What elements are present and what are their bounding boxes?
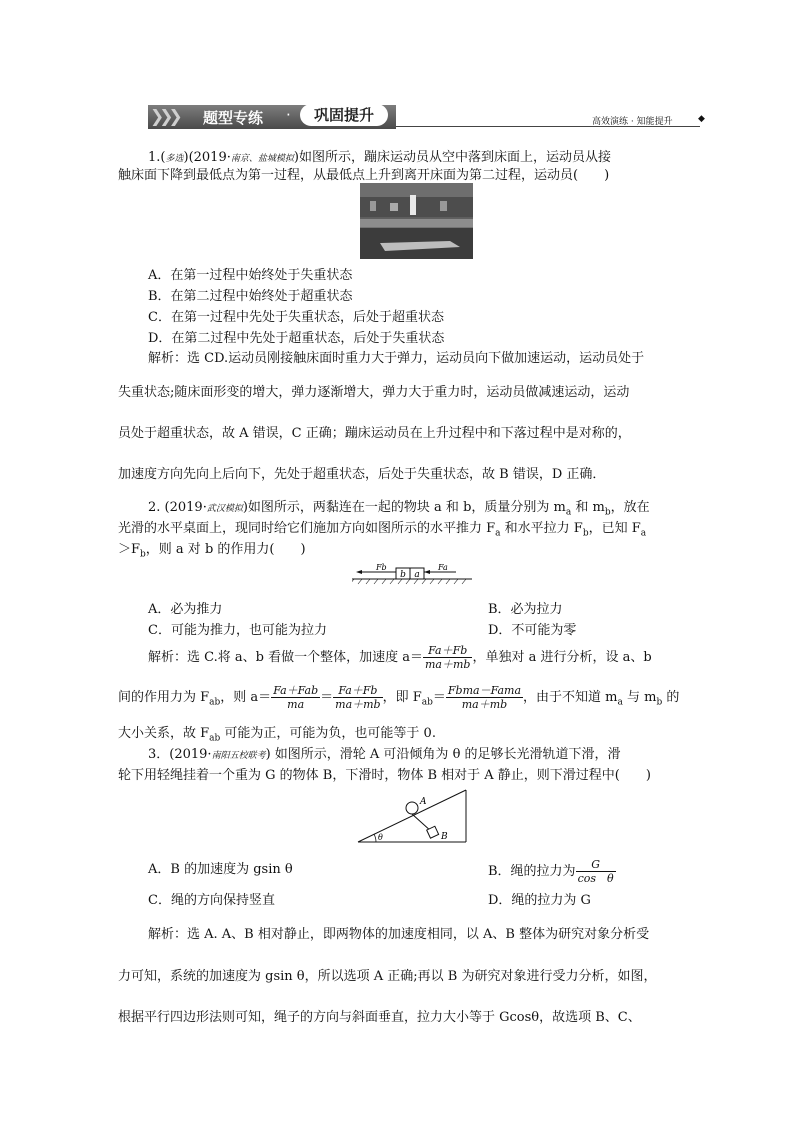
q3-line1: 3．(2019·南阳五校联考) 如图所示，滑轮 A 可沿倾角为 θ 的足够长光滑轨道下滑，滑: [148, 747, 621, 762]
fraction-2: $\frac{Fa+Fb}{ma+mb}$: [335, 684, 381, 711]
diamond-icon: ◆: [698, 114, 705, 124]
trampoline-photo: [360, 183, 473, 259]
section-banner: [148, 105, 396, 129]
blocks-diagram: [352, 562, 472, 586]
q2-solution-3: 大小关系，故 $F_{ab}$ 可能为正，可能为负，也可能等于 0.: [118, 726, 436, 744]
q2-option-c: C．可能为推力，也可能为拉力: [148, 623, 327, 638]
block-b-incline-label: B: [441, 832, 448, 842]
q3-option-b: B．绳的拉力为 $\frac{G}{\text{cos θ}}$: [488, 858, 614, 885]
fraction-3: $\frac{\text{Fbma－Fama}}{ma+mb}$: [447, 684, 522, 711]
force-fb-label: Fb: [376, 563, 387, 572]
q1-option-b: B．在第二过程中始终处于超重状态: [148, 289, 353, 304]
angle-theta-label: θ: [378, 833, 383, 842]
q2-option-b: B．必为拉力: [488, 602, 563, 617]
q3-option-d: D．绳的拉力为 G: [488, 893, 591, 908]
block-b-label: b: [400, 570, 406, 580]
trampoline-photo-art: [360, 183, 473, 259]
q3-option-a: A．B 的加速度为 gsin θ: [148, 862, 293, 877]
q2-line2: 光滑的水平桌面上，现同时给它们施加方向如图所示的水平推力 $F_a$ 和水平拉力 $F_b$，已知 $F_a$: [118, 521, 647, 539]
header-right-text: 高效演练 · 知能提升: [592, 117, 673, 127]
q2-solution-2: 间的作用力为 $F_{ab}$，则 a＝ $\frac{\text{Fa＋Fab}}{ma}$ ＝ $\frac{Fa+Fb}{ma+mb}$ ，即 $F_{ab}=$ $\frac{\text{Fbma－Fama}}{ma+mb}$ ，由于不知道 $m_a$ 与 $m_b$ 的: [118, 684, 680, 711]
incline-diagram: [356, 784, 468, 844]
pulley-a-label: A: [420, 797, 427, 807]
q3-solution-2: 力可知，系统的加速度为 gsin θ，所以选项 A 正确;再以 B 为研究对象进行受力分析，如图，: [118, 969, 657, 984]
chevron-icon: ❯❯❯: [150, 107, 178, 127]
block-b-incline: [427, 826, 439, 838]
q2-option-a: A．必为推力: [148, 602, 223, 617]
accel-fraction: $\frac{Fa+Fb}{ma+mb}$: [424, 644, 471, 671]
q1-option-a: A．在第一过程中始终处于失重状态: [148, 268, 353, 283]
q3-solution-1: 解析：选 A. A、B 相对静止，即两物体的加速度相同，以 A、B 整体为研究对象分析受: [148, 927, 650, 942]
pulley-a: [406, 802, 418, 814]
q2-option-d: D．不可能为零: [488, 623, 577, 638]
q2-line3: $>F_b$，则 a 对 b 的作用力( ): [118, 542, 306, 560]
q2-line1: 2. (2019·武汉模拟)如图所示，两黏连在一起的物块 a 和 b，质量分别为 $m_a$ 和 $m_b$，放在: [148, 500, 650, 518]
q3-option-c: C．绳的方向保持竖直: [148, 893, 275, 908]
tension-fraction: $\frac{G}{\text{cos θ}}$: [577, 858, 614, 885]
banner-dot: ·: [286, 106, 291, 124]
q1-solution-1: 解析：选 CD.运动员刚接触床面时重力大于弹力，运动员向下做加速运动，运动员处于: [148, 351, 645, 366]
q1-solution-2: 失重状态;随床面形变的增大，弹力逐渐增大，弹力大于重力时，运动员做减速运动，运动: [118, 385, 630, 400]
q1-option-d: D．在第二过程中先处于超重状态，后处于失重状态: [148, 331, 445, 346]
q3-solution-3: 根据平行四边形法则可知，绳子的方向与斜面垂直，拉力大小等于 Gcosθ，故选项 B、C、: [118, 1010, 641, 1025]
q1-line2: 触床面下降到最低点为第一过程，从最低点上升到离开床面为第二过程，运动员( ): [118, 168, 610, 183]
q1-line1: 1.(多选)(2019·南京、盐城模拟)如图所示，蹦床运动员从空中落到床面上，运动员从接: [148, 150, 611, 165]
q3-line2: 轮下用轻绳挂着一个重为 G 的物体 B，下滑时，物体 B 相对于 A 静止，则下滑过程中( ): [118, 768, 651, 783]
block-a-label: a: [414, 570, 420, 580]
q1-solution-4: 加速度方向先向上后向下，先处于超重状态，后处于失重状态，故 B 错误，D 正确．: [118, 467, 606, 482]
fraction-1: $\frac{\text{Fa＋Fab}}{ma}$: [273, 684, 319, 711]
banner-title: 题型专练: [203, 109, 264, 127]
banner-subtitle: 巩固提升: [300, 104, 388, 126]
q1-option-c: C．在第一过程中先处于失重状态，后处于超重状态: [148, 310, 444, 325]
force-fa-label: Fa: [438, 563, 448, 572]
q1-solution-3: 员处于超重状态，故 A 错误，C 正确；蹦床运动员在上升过程中和下落过程中是对称的，: [118, 426, 631, 441]
q2-solution-1: 解析：选 C.将 a、b 看做一个整体，加速度 a＝ $\frac{Fa+Fb}{ma+mb}$ ，单独对 a 进行分析，设 a、b: [148, 644, 652, 671]
